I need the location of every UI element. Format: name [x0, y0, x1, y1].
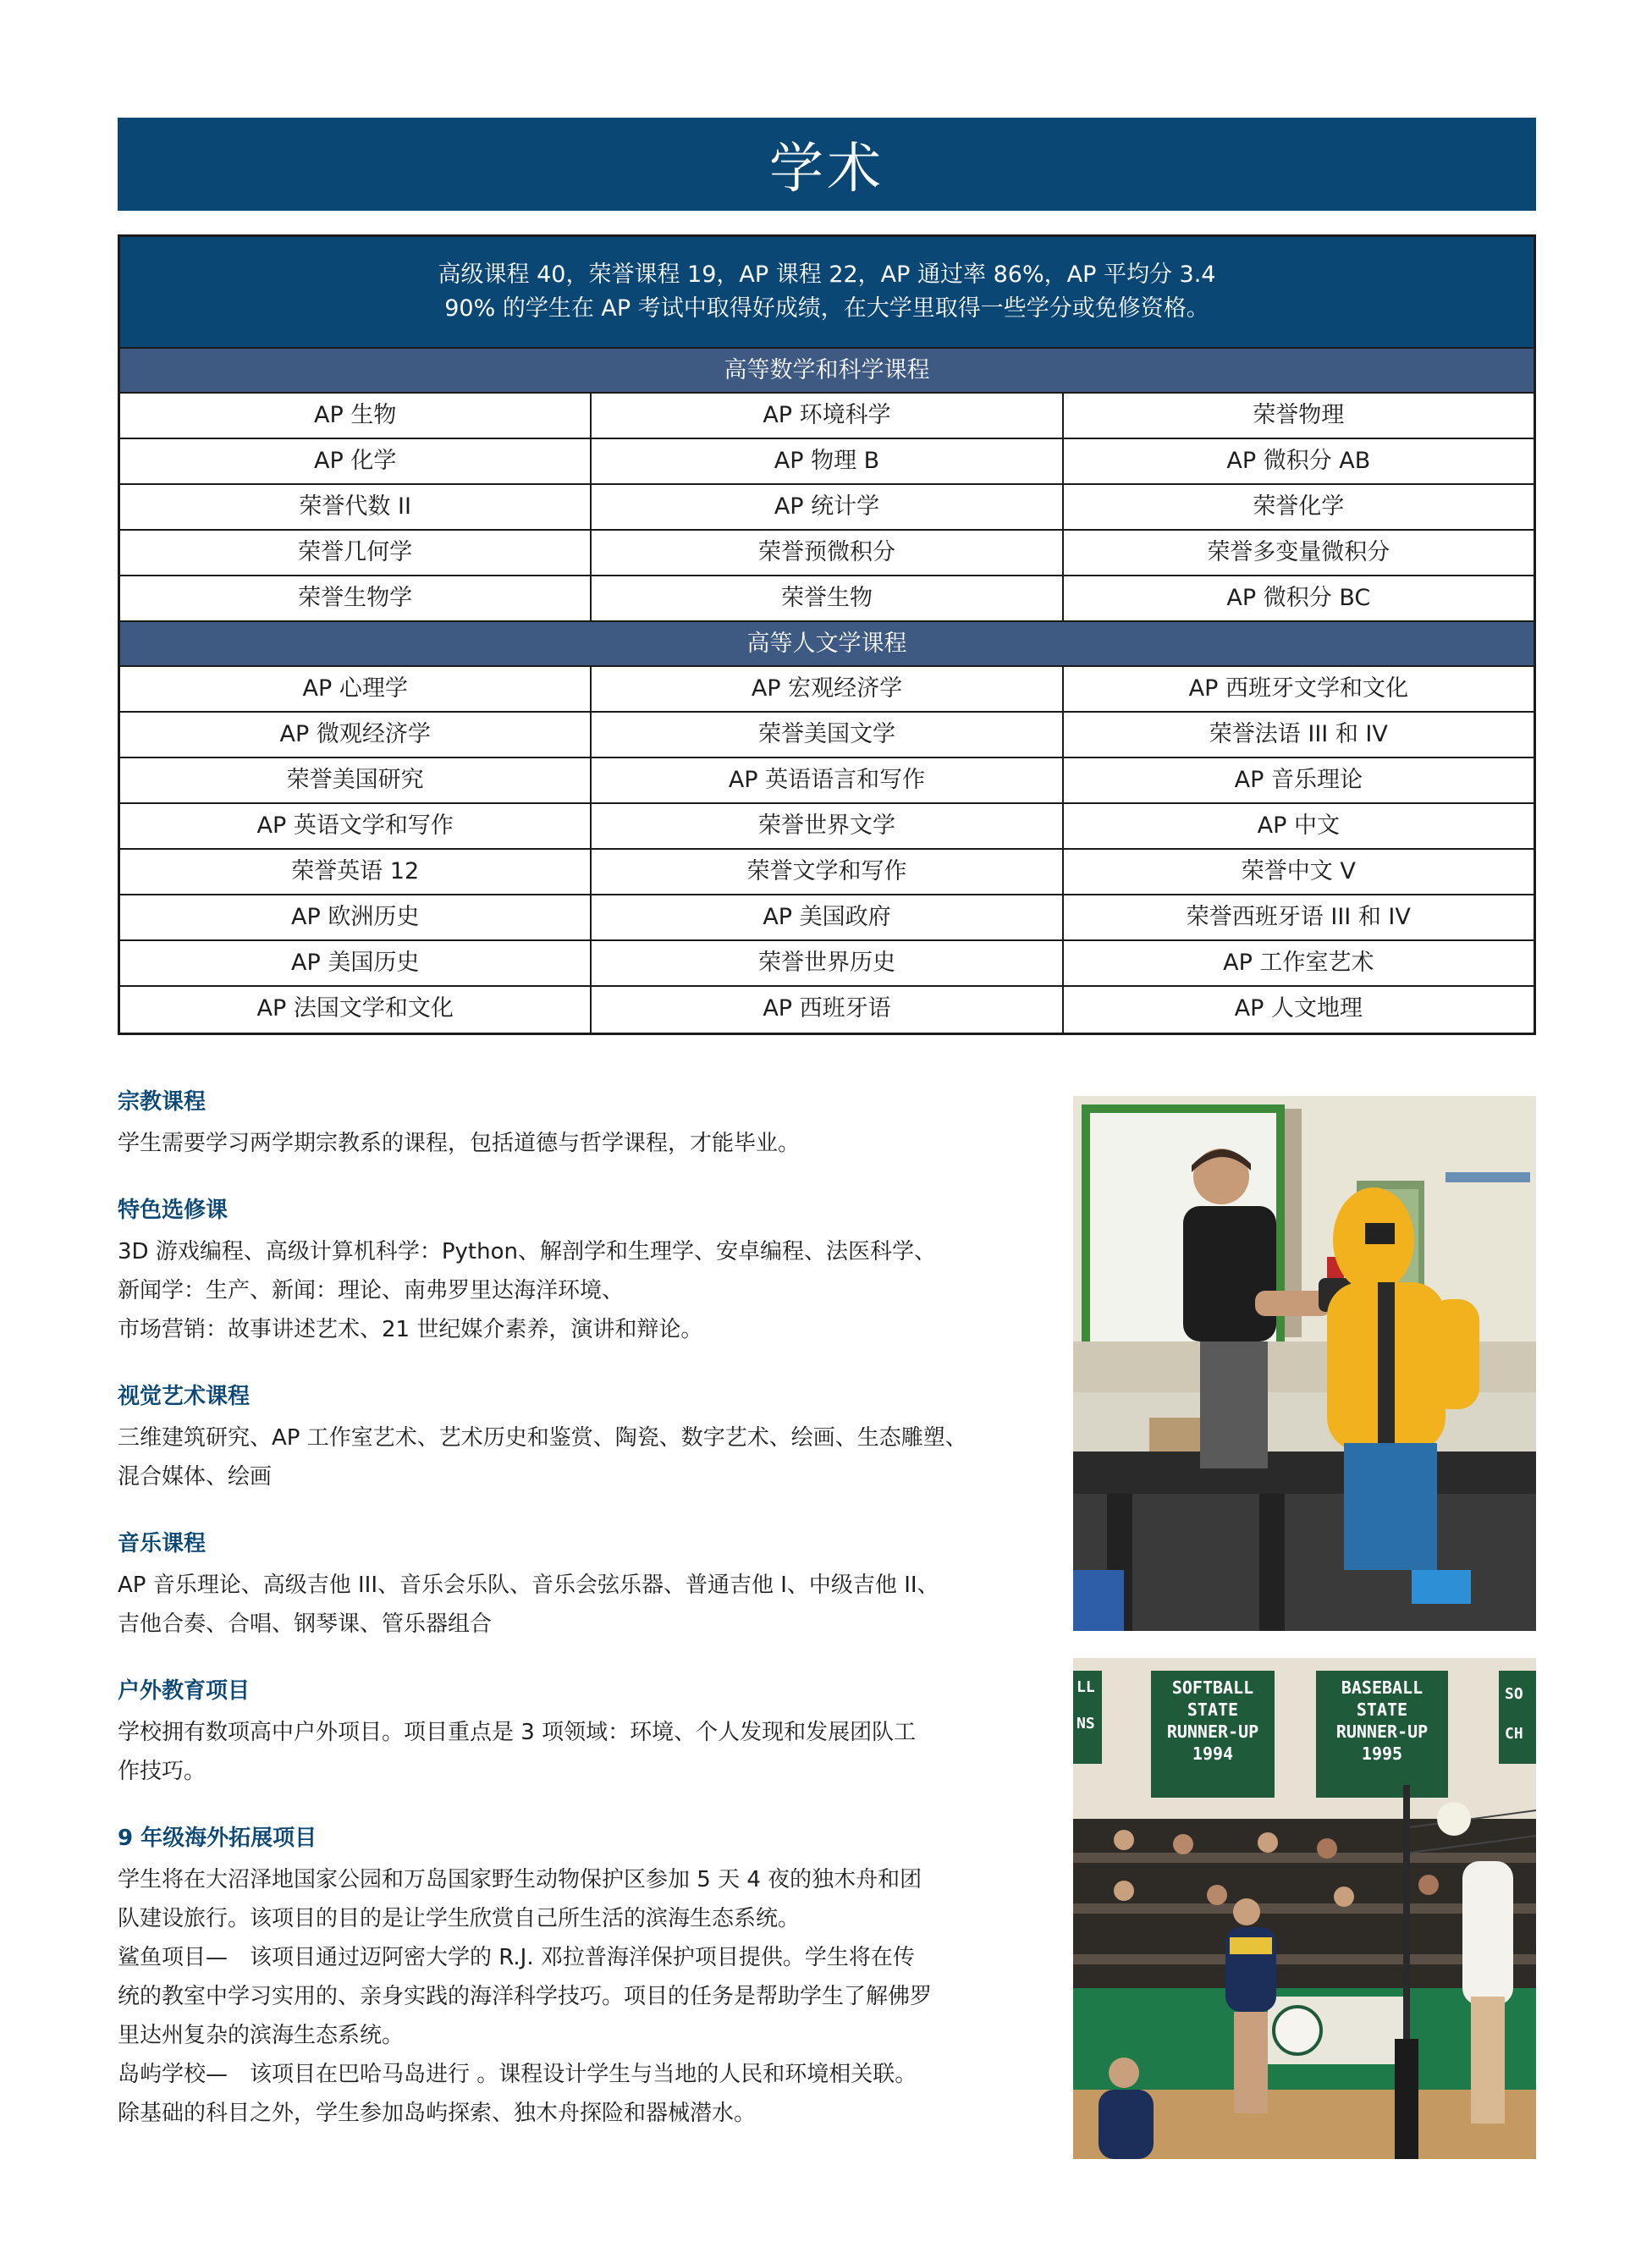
program-text: 混合媒体、绘画 [118, 1464, 273, 1490]
course-cell: AP 心理学 [120, 667, 592, 711]
course-cell: 荣誉英语 12 [120, 850, 592, 894]
program-text: 吉他合奏、合唱、钢琴课、管乐器组合 [118, 1611, 493, 1637]
course-table [118, 234, 1536, 1035]
course-cell: AP 化学 [120, 439, 592, 483]
course-cell: 荣誉文学和写作 [592, 850, 1063, 894]
course-cell: 荣誉几何学 [120, 531, 592, 575]
baseball-banner-line-2: STATE [1356, 1699, 1408, 1720]
page-title-banner [118, 118, 1536, 211]
course-cell: 荣誉化学 [1253, 493, 1345, 520]
softball-banner-line-2: STATE [1187, 1699, 1239, 1720]
course-cell: AP 微积分 BC [1226, 585, 1371, 611]
program-text: 学生需要学习两学期宗教系的课程，包括道德与哲学课程，才能毕业。 [118, 1131, 801, 1156]
course-cell: AP 西班牙文学和文化 [1188, 675, 1408, 702]
program-title: 视觉艺术课程 [118, 1384, 251, 1409]
program-block [118, 1674, 1049, 1791]
summary-header [120, 237, 1534, 349]
summary-line-2: 90% 的学生在 AP 考试中取得好成绩，在大学里取得一些学分或免修资格。 [444, 295, 1209, 322]
table-row [120, 439, 1534, 485]
softball-banner-line-3: RUNNER-UP [1166, 1721, 1259, 1742]
table-row [120, 758, 1534, 804]
program-text: 队建设旅行。该项目的目的是让学生欣赏自己所生活的滨海生态系统。 [118, 1906, 801, 1931]
program-text: 新闻学：生产、新闻：理论、南弗罗里达海洋环境、 [118, 1278, 625, 1303]
course-cell: 荣誉预微积分 [592, 531, 1063, 575]
course-cell: 荣誉世界文学 [592, 804, 1063, 848]
edge-banner-left-line-1: LL [1077, 1678, 1095, 1696]
course-cell: 荣誉世界历史 [592, 941, 1063, 985]
course-cell: AP 统计学 [592, 485, 1063, 529]
program-block [118, 1380, 1049, 1496]
softball-banner-line-1: SOFTBALL [1171, 1677, 1254, 1698]
program-block [118, 1527, 1049, 1644]
softball-banner-year: 1994 [1192, 1743, 1234, 1764]
course-cell: AP 英语文学和写作 [120, 804, 592, 848]
summary-line-1: 高级课程 40，荣誉课程 19，AP 课程 22，AP 通过率 86%，AP 平均分 3.4 [438, 262, 1216, 288]
course-cell: 荣誉物理 [1253, 402, 1345, 428]
course-cell: 荣誉生物学 [120, 576, 592, 620]
program-text: 市场营销：故事讲述艺术、21 世纪媒介素养，演讲和辩论。 [118, 1317, 703, 1342]
program-text: 作技巧。 [118, 1759, 206, 1784]
program-text: AP 音乐理论、高级吉他 III、音乐会乐队、音乐会弦乐器、普通吉他 I、中级吉他 II、 [118, 1573, 939, 1598]
course-cell: 荣誉西班牙语 III 和 IV [1186, 904, 1411, 930]
program-text: 学校拥有数项高中户外项目。项目重点是 3 项领域：环境、个人发现和发展团队工 [118, 1720, 917, 1745]
program-block [118, 1193, 1049, 1349]
course-cell: AP 工作室艺术 [1223, 950, 1374, 976]
table-row [120, 987, 1534, 1033]
baseball-banner-line-3: RUNNER-UP [1335, 1721, 1429, 1742]
course-sections [120, 349, 1534, 1033]
course-cell: AP 音乐理论 [1234, 767, 1363, 793]
course-cell: 荣誉法语 III 和 IV [1209, 721, 1388, 747]
course-cell: AP 美国历史 [120, 941, 592, 985]
course-cell: 荣誉美国文学 [592, 713, 1063, 757]
table-row [120, 713, 1534, 758]
course-cell: 荣誉中文 V [1241, 858, 1356, 884]
table-row [120, 576, 1534, 622]
course-cell: AP 人文地理 [1234, 995, 1363, 1022]
table-row [120, 895, 1534, 941]
program-title: 宗教课程 [118, 1089, 206, 1115]
program-text: 统的教室中学习实用的、亲身实践的海洋科学技巧。项目的任务是帮助学生了解佛罗 [118, 1984, 933, 2009]
program-title: 特色选修课 [118, 1198, 229, 1223]
classroom-photo [1073, 1096, 1536, 1631]
section-header: 高等人文学课程 [120, 622, 1534, 667]
program-text: 3D 游戏编程、高级计算机科学：Python、解剖学和生理学、安卓编程、法医科学、 [118, 1239, 936, 1264]
course-cell: AP 宏观经济学 [592, 667, 1063, 711]
table-row [120, 850, 1534, 895]
program-list [118, 1085, 1049, 2163]
table-row [120, 531, 1534, 576]
program-text: 里达州复杂的滨海生态系统。 [118, 2023, 405, 2048]
program-title: 户外教育项目 [118, 1678, 251, 1704]
table-row [120, 485, 1534, 531]
program-block [118, 1821, 1049, 2133]
program-title: 9 年级海外拓展项目 [118, 1826, 317, 1851]
program-block [118, 1085, 1049, 1163]
edge-banner-right-line-2: CH [1505, 1725, 1523, 1743]
baseball-banner-year: 1995 [1361, 1743, 1403, 1764]
program-text: 学生将在大沼泽地国家公园和万岛国家野生动物保护区参加 5 天 4 夜的独木舟和团 [118, 1867, 922, 1892]
course-cell: 荣誉代数 II [120, 485, 592, 529]
table-row [120, 394, 1534, 439]
program-text: 鲨鱼项目— 该项目通过迈阿密大学的 R.J. 邓拉普海洋保护项目提供。学生将在传 [118, 1945, 915, 1970]
section-header: 高等数学和科学课程 [120, 349, 1534, 394]
baseball-banner-line-1: BASEBALL [1341, 1677, 1423, 1698]
page-title: 学术 [769, 138, 884, 201]
program-text: 三维建筑研究、AP 工作室艺术、艺术历史和鉴赏、陶瓷、数字艺术、绘画、生态雕塑、 [118, 1425, 967, 1451]
course-cell: 荣誉美国研究 [120, 758, 592, 802]
course-cell: AP 法国文学和文化 [120, 987, 592, 1033]
edge-banner-left-line-2: NS [1077, 1715, 1095, 1732]
course-cell: AP 微积分 AB [1226, 448, 1371, 474]
table-row [120, 804, 1534, 850]
course-cell: AP 西班牙语 [592, 987, 1063, 1033]
edge-banner-right-line-1: SO [1505, 1685, 1523, 1703]
course-cell: AP 美国政府 [592, 895, 1063, 939]
program-title: 音乐课程 [118, 1531, 206, 1556]
course-cell: AP 物理 B [592, 439, 1063, 483]
course-cell: 荣誉生物 [592, 576, 1063, 620]
course-cell: AP 生物 [120, 394, 592, 438]
program-text: 除基础的科目之外，学生参加岛屿探索、独木舟探险和器械潜水。 [118, 2101, 757, 2126]
program-text: 岛屿学校— 该项目在巴哈马岛进行 。课程设计学生与当地的人民和环境相关联。 [118, 2062, 917, 2087]
table-row [120, 667, 1534, 713]
course-cell: 荣誉多变量微积分 [1207, 539, 1390, 565]
course-cell: AP 微观经济学 [120, 713, 592, 757]
course-cell: AP 欧洲历史 [120, 895, 592, 939]
course-cell: AP 环境科学 [592, 394, 1063, 438]
volleyball-photo [1073, 1658, 1536, 2159]
course-cell: AP 中文 [1257, 813, 1340, 839]
course-cell: AP 英语语言和写作 [592, 758, 1063, 802]
table-row [120, 941, 1534, 987]
